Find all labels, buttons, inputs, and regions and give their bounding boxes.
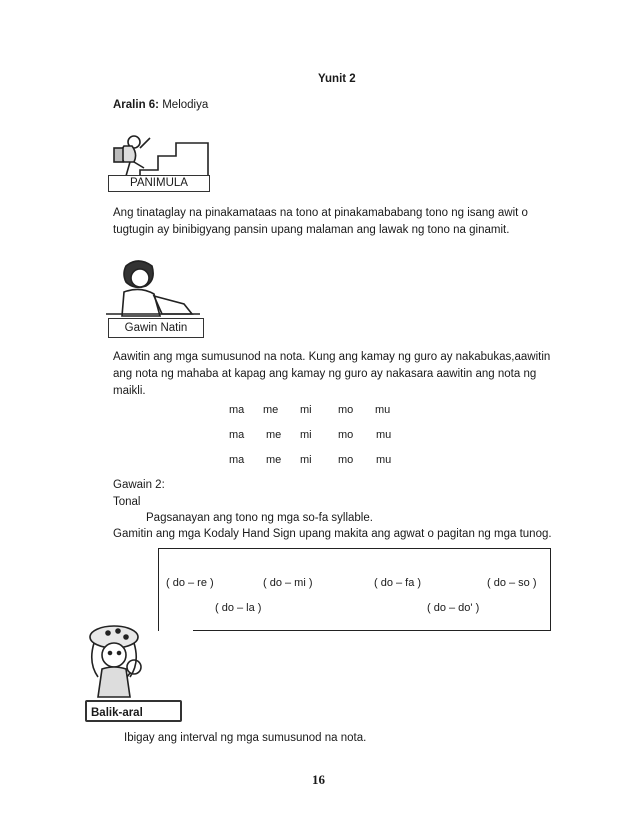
syllable: me [266, 454, 282, 466]
syllable: ma [229, 429, 245, 441]
balik-aral-label: Balik-aral [85, 700, 182, 722]
interval-item: ( do – re ) [166, 577, 214, 589]
syllable: mo [338, 404, 354, 416]
syllable: mi [300, 429, 312, 441]
interval-item: ( do – do' ) [427, 602, 480, 614]
gawain2-subtitle: Tonal [113, 496, 141, 508]
gawain2-instruction2: Gamitin ang mga Kodaly Hand Sign upang makita ang agwat o pagitan ng mga tunog. [113, 528, 552, 540]
interval-item: ( do – fa ) [374, 577, 422, 589]
lesson-title: Melodiya [162, 99, 209, 111]
magnifying-child-illustration [82, 623, 162, 701]
interval-box-bottom-rule [193, 630, 550, 631]
interval-item: ( do – so ) [487, 577, 537, 589]
syllable: mo [338, 454, 354, 466]
syllable: mu [376, 454, 392, 466]
balik-aral-instruction: Ibigay ang interval ng mga sumusunod na nota. [124, 732, 367, 744]
gawain2-instruction: Pagsanayan ang tono ng mga so-fa syllable. [146, 512, 373, 524]
syllable: mu [376, 429, 392, 441]
page-number: 16 [312, 772, 325, 787]
lesson-prefix: Aralin 6: [113, 99, 160, 111]
interval-box [158, 548, 551, 631]
writing-child-illustration [104, 256, 204, 318]
gawin-paragraph [113, 349, 583, 400]
panimula-line: tugtugin ay binibigyang pansin upang malaman ang lawak ng tono na ginamit. [113, 224, 510, 236]
syllable: mo [338, 429, 354, 441]
syllable: mi [300, 454, 312, 466]
syllable: me [263, 404, 279, 416]
gawin-line: ang nota ng mahaba at kapag ang kamay ng guro ay nakasara aawitin ang nota ng [113, 368, 537, 380]
syllable: mi [300, 404, 312, 416]
unit-title: Yunit 2 [318, 73, 356, 85]
interval-item: ( do – mi ) [263, 577, 313, 589]
interval-item: ( do – la ) [215, 602, 262, 614]
syllable: ma [229, 404, 245, 416]
syllable: me [266, 429, 282, 441]
panimula-line: Ang tinataglay na pinakamataas na tono at pinakamababang tono ng isang awit o [113, 207, 528, 219]
panimula-label: PANIMULA [108, 175, 210, 192]
gawin-line: Aawitin ang mga sumusunod na nota. Kung ang kamay ng guro ay nakabukas,aawitin [113, 351, 551, 363]
syllable: ma [229, 454, 245, 466]
gawain2-title: Gawain 2: [113, 479, 165, 491]
syllable: mu [375, 404, 391, 416]
panimula-paragraph [113, 205, 583, 239]
lesson-heading [113, 99, 208, 111]
gawin-line: maikli. [113, 385, 146, 397]
gawin-natin-label: Gawin Natin [108, 318, 204, 338]
